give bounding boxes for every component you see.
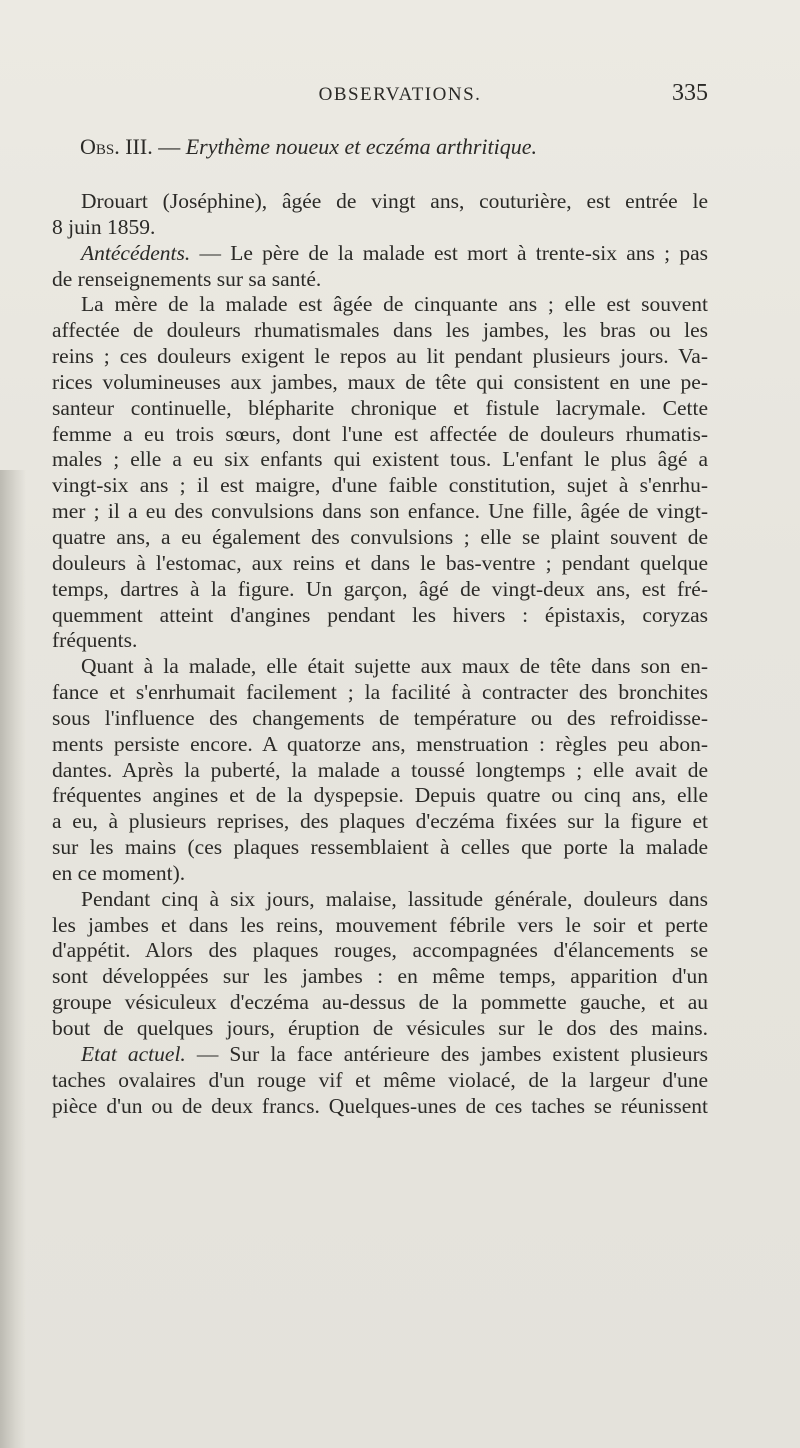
- text-line: quemment atteint d'angines pendant les hivers : épistaxis, coryzas: [52, 602, 708, 627]
- text-line: La mère de la malade est âgée de cinquante ans ; elle est souvent: [81, 292, 708, 317]
- text-line: sous l'influence des changements de température ou des refroidisse-: [52, 705, 708, 730]
- text-line: les jambes et dans les reins, mouvement fébrile vers le soir et perte: [52, 912, 708, 937]
- text-line: femme a eu trois sœurs, dont l'une est affectée de douleurs rhumatis-: [52, 421, 708, 446]
- page-number: 335: [672, 80, 708, 106]
- section-lead: Antécédents.: [81, 240, 191, 265]
- running-title: OBSERVATIONS.: [318, 84, 482, 105]
- text-line: [52, 1042, 708, 1068]
- text-line: affectée de douleurs rhumatismales dans les jambes, les bras ou les: [52, 318, 708, 343]
- text-line: sur les mains (ces plaques ressemblaient à celles que porte la malade: [52, 835, 708, 860]
- text-line: males ; elle a eu six enfants qui existent tous. L'enfant le plus âgé a: [52, 447, 708, 472]
- text-line: fréquentes angines et de la dyspepsie. Depuis quatre ou cinq ans, elle: [52, 783, 708, 808]
- line-text: — Le père de la malade est mort à trente-six ans ; pas: [190, 240, 708, 265]
- text-line: ments persiste encore. A quatorze ans, menstruation : règles peu abon-: [52, 731, 708, 756]
- text-line: fance et s'enrhumait facilement ; la facilité à contracter des bronchites: [52, 680, 708, 705]
- text-line: Quant à la malade, elle était sujette aux maux de tête dans son en-: [81, 654, 708, 679]
- text-line: bout de quelques jours, éruption de vésicules sur le dos des mains.: [52, 1016, 708, 1040]
- body-text: [52, 189, 708, 1119]
- observation-title: Erythème noueux et eczéma arthritique.: [185, 134, 537, 159]
- text-line: fréquents.: [52, 628, 138, 653]
- text-line: pièce d'un ou de deux francs. Quelques-unes de ces taches se réunissent: [52, 1093, 708, 1118]
- running-header: [0, 80, 800, 114]
- text-line: santeur continuelle, blépharite chronique et fistule lacrymale. Cette: [52, 395, 708, 420]
- text-line: 8 juin 1859.: [52, 214, 156, 239]
- observation-heading: [80, 134, 760, 160]
- observation-number: Obs. III.: [80, 134, 153, 159]
- text-line: sont développées sur les jambes : en même temps, apparition d'un: [52, 964, 708, 989]
- text-line: mer ; il a eu des convulsions dans son enfance. Une fille, âgée de vingt-: [52, 499, 708, 524]
- text-line: rices volumineuses aux jambes, maux de tête qui consistent en une pe-: [52, 369, 708, 394]
- section-lead: Etat actuel.: [81, 1041, 186, 1066]
- text-line: de renseignements sur sa santé.: [52, 266, 322, 291]
- text-line: groupe vésiculeux d'eczéma au-dessus de la pommette gauche, et au: [52, 990, 708, 1015]
- text-line: d'appétit. Alors des plaques rouges, accompagnées d'élancements se: [52, 938, 708, 963]
- text-line: vingt-six ans ; il est maigre, d'une faible constitution, sujet à s'enrhu-: [52, 473, 708, 498]
- text-line: en ce moment).: [52, 860, 186, 885]
- text-line: Drouart (Joséphine), âgée de vingt ans, couturière, est entrée le: [81, 189, 708, 213]
- text-line: quatre ans, a eu également des convulsions ; elle se plaint souvent de: [52, 524, 708, 549]
- text-line: dantes. Après la puberté, la malade a toussé longtemps ; elle avait de: [52, 757, 708, 782]
- text-line: reins ; ces douleurs exigent le repos au lit pendant plusieurs jours. Va-: [52, 344, 708, 369]
- text-line: taches ovalaires d'un rouge vif et même violacé, de la largeur d'une: [52, 1067, 708, 1092]
- text-line: douleurs à l'estomac, aux reins et dans le bas-ventre ; pendant quelque: [52, 550, 708, 575]
- text-line: temps, dartres à la figure. Un garçon, âgé de vingt-deux ans, est fré-: [52, 576, 708, 601]
- page-edge-shadow: [0, 470, 26, 1448]
- text-line: [52, 241, 708, 267]
- line-text: — Sur la face antérieure des jambes existent plusieurs: [185, 1041, 708, 1066]
- text-line: a eu, à plusieurs reprises, des plaques d'eczéma fixées sur la figure et: [52, 809, 708, 834]
- text-line: Pendant cinq à six jours, malaise, lassitude générale, douleurs dans: [81, 886, 708, 911]
- heading-dash: —: [152, 134, 186, 159]
